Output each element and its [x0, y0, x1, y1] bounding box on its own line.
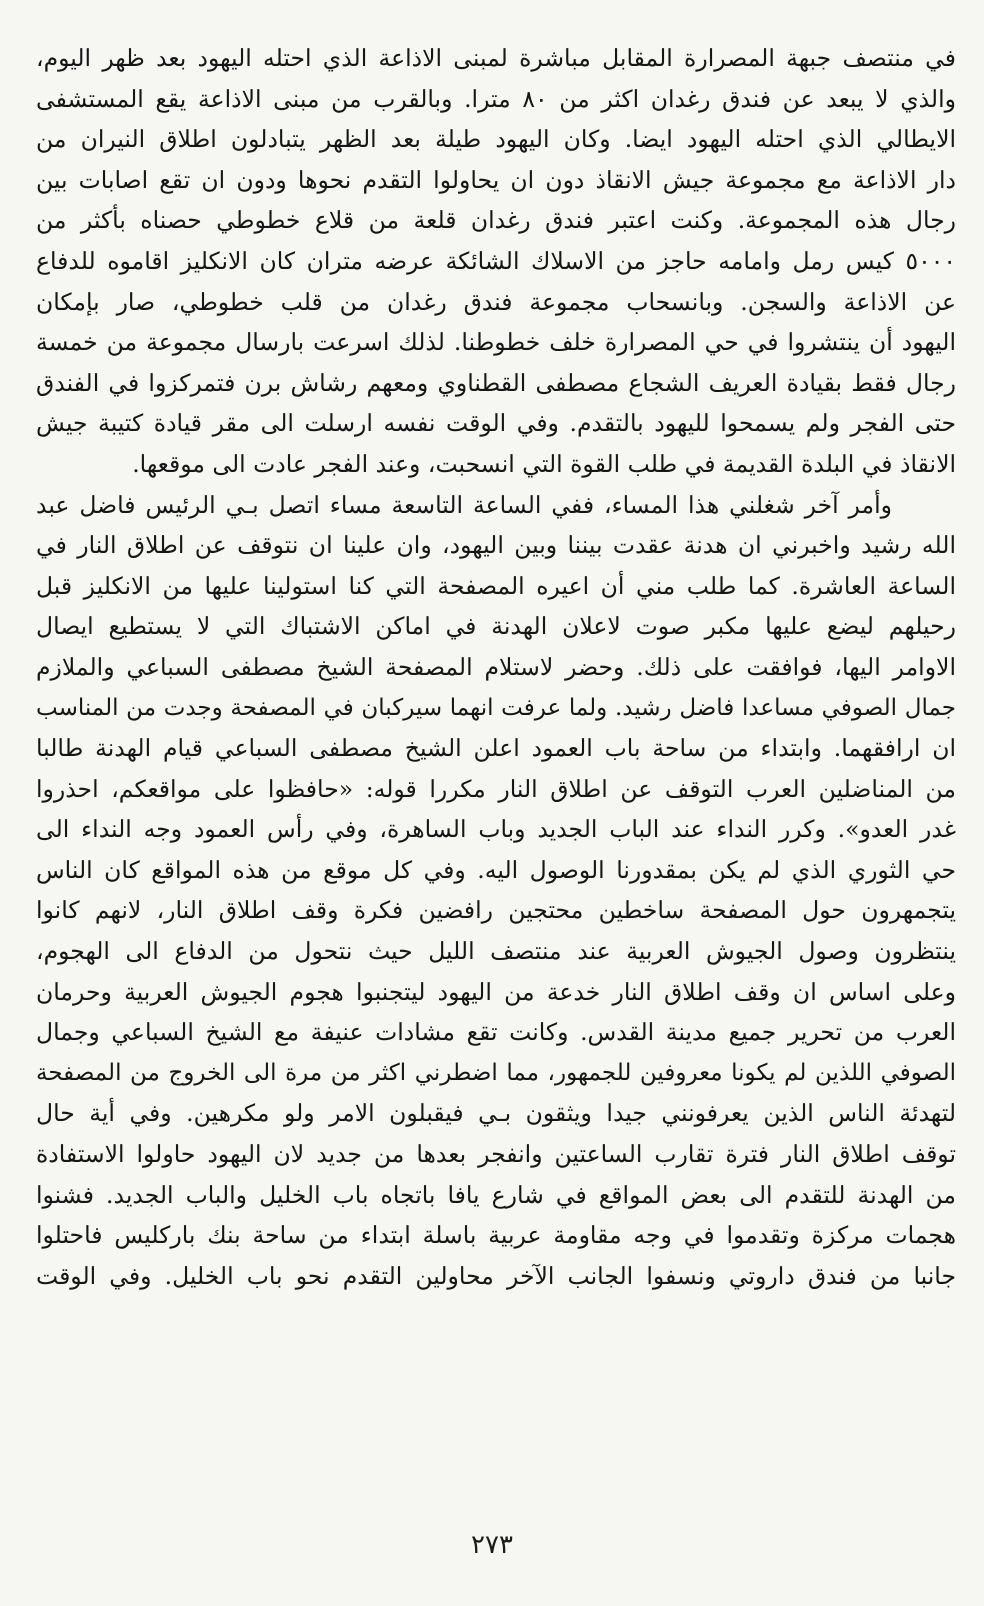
text-line: حي الثوري الذي لم يكن بمقدورنا الوصول اليه. وفي كل موقع من هذه المواقع كان الناس [36, 855, 956, 884]
text-line: جمال الصوفي مساعدا فاضل رشيد. ولما عرفت انهما سيركبان في المصفحة وجدت من المناسب [36, 694, 956, 721]
text-line: الصوفي اللذين لم يكونا معروفين للجمهور، مما اضطرني اكثر من مرة الى الخروج من المصفحة [36, 1059, 956, 1086]
text-line: دار الاذاعة مع مجموعة جيش الانقاذ دون ان يحاولوا التقدم نحوها ودون ان تقع اصابات بين [36, 165, 956, 194]
text-line: الايطالي الذي احتله اليهود ايضا. وكان اليهود طيلة بعد الظهر يتبادلون اطلاق النيران من [36, 125, 956, 154]
text-line: رجال فقط بقيادة العريف الشجاع مصطفى القطناوي ومعهم رشاش برن فتمركزوا في الفندق [36, 368, 956, 397]
text-line: وعلى اساس ان وقف اطلاق النار خدعة من اليهود ليتجنبوا هجوم الجيوش العربية وحرمان [36, 977, 956, 1006]
text-line: توقف اطلاق النار فترة تقارب الساعتين وانفجر بعدها من جديد لان اليهود حاولوا الاستفادة [36, 1140, 956, 1169]
text-line: الساعة العاشرة. كما طلب مني أن اعيره المصفحة التي كنا استولينا عليها من الانكليز قبل [36, 571, 956, 600]
body-text [36, 38, 956, 1296]
text-line: لتهدئة الناس الذين يعرفونني جيدا ويثقون بـي فيقبلون الامر ولو مكرهين. وفي أية حال [36, 1099, 956, 1128]
text-line: حتى الفجر ولم يسمحوا لليهود بالتقدم. وفي الوقت نفسه ارسلت الى مقر قيادة كتيبة جيش [36, 409, 956, 438]
text-line: غدر العدو». وكرر النداء عند الباب الجديد وباب الساهرة، وفي رأس العمود وجه النداء الى [36, 815, 956, 844]
text-line: الله رشيد واخبرني ان هدنة عقدت بيننا وبين اليهود، وان علينا ان نتوقف عن اطلاق النار في [36, 531, 956, 560]
text-line: العرب من تحرير جميع مدينة القدس. وكانت تقع مشادات عنيفة مع الشيخ السباعي وجمال [36, 1018, 956, 1047]
text-line: الانقاذ في البلدة القديمة في طلب القوة التي انسحبت، وعند الفجر عادت الى موقعها. [132, 449, 956, 478]
text-line: من الهدنة للتقدم الى بعض المواقع في شارع يافا باتجاه باب الخليل والباب الجديد. فشنوا [36, 1180, 956, 1209]
text-line: اليهود أن ينتشروا في حي المصرارة خلف خطوطنا. لذلك اسرعت بارسال مجموعة من خمسة [36, 328, 956, 357]
text-line: ٥٠٠٠ كيس رمل وامامه حاجز من الاسلاك الشائكة عرضه متران كان الانكليز اقاموه للدفاع [36, 246, 956, 275]
text-line: من المناضلين العرب التوقف عن اطلاق النار مكررا قوله: «حافظوا على مواقعكم، احذروا [36, 774, 956, 803]
text-line: الاوامر اليها، فوافقت على ذلك. وحضر لاستلام المصفحة الشيخ مصطفى السباعي والملازم [36, 652, 956, 681]
text-line: هجمات مركزة وتقدموا في وجه مقاومة عربية باسلة ابتداء من ساحة بنك باركليس فاحتلوا [36, 1221, 956, 1250]
text-line: رجال هذه المجموعة. وكنت اعتبر فندق رغدان قلعة من قلاع خطوطي حصناه بأكثر من [36, 206, 956, 235]
text-line: عن الاذاعة والسجن. وبانسحاب مجموعة فندق رغدان من قلب خطوطي، صار بإمكان [36, 287, 956, 316]
text-line: يتجمهرون حول المصفحة ساخطين محتجين رافضين فكرة وقف اطلاق النار، لانهم كانوا [36, 896, 956, 925]
text-line: والذي لا يبعد عن فندق رغدان اكثر من ٨٠ مترا. وبالقرب من مبنى الاذاعة يقع المستشفى [36, 84, 956, 113]
text-line: ان ارافقهما. وابتداء من ساحة باب العمود اعلن الشيخ مصطفى السباعي قيام الهدنة طالبا [36, 734, 956, 763]
text-line: وأمر آخر شغلني هذا المساء، ففي الساعة التاسعة مساء اتصل بـي الرئيس فاضل عبد [36, 490, 892, 519]
text-line: ينتظرون وصول الجيوش العربية عند منتصف الليل حيث نتحول من الدفاع الى الهجوم، [36, 937, 956, 966]
text-line: رحيلهم ليضع عليها مكبر صوت لاعلان الهدنة في اماكن الاشتباك التي لا يستطيع ايصال [36, 612, 956, 641]
page-number: ٢٧٣ [471, 1530, 513, 1560]
text-line: في منتصف جبهة المصرارة المقابل مباشرة لمبنى الاذاعة الذي احتله اليهود بعد ظهر اليوم، [36, 44, 956, 72]
text-line: جانبا من فندق داروتي ونسفوا الجانب الآخر محاولين التقدم نحو باب الخليل. وفي الوقت [36, 1261, 956, 1290]
